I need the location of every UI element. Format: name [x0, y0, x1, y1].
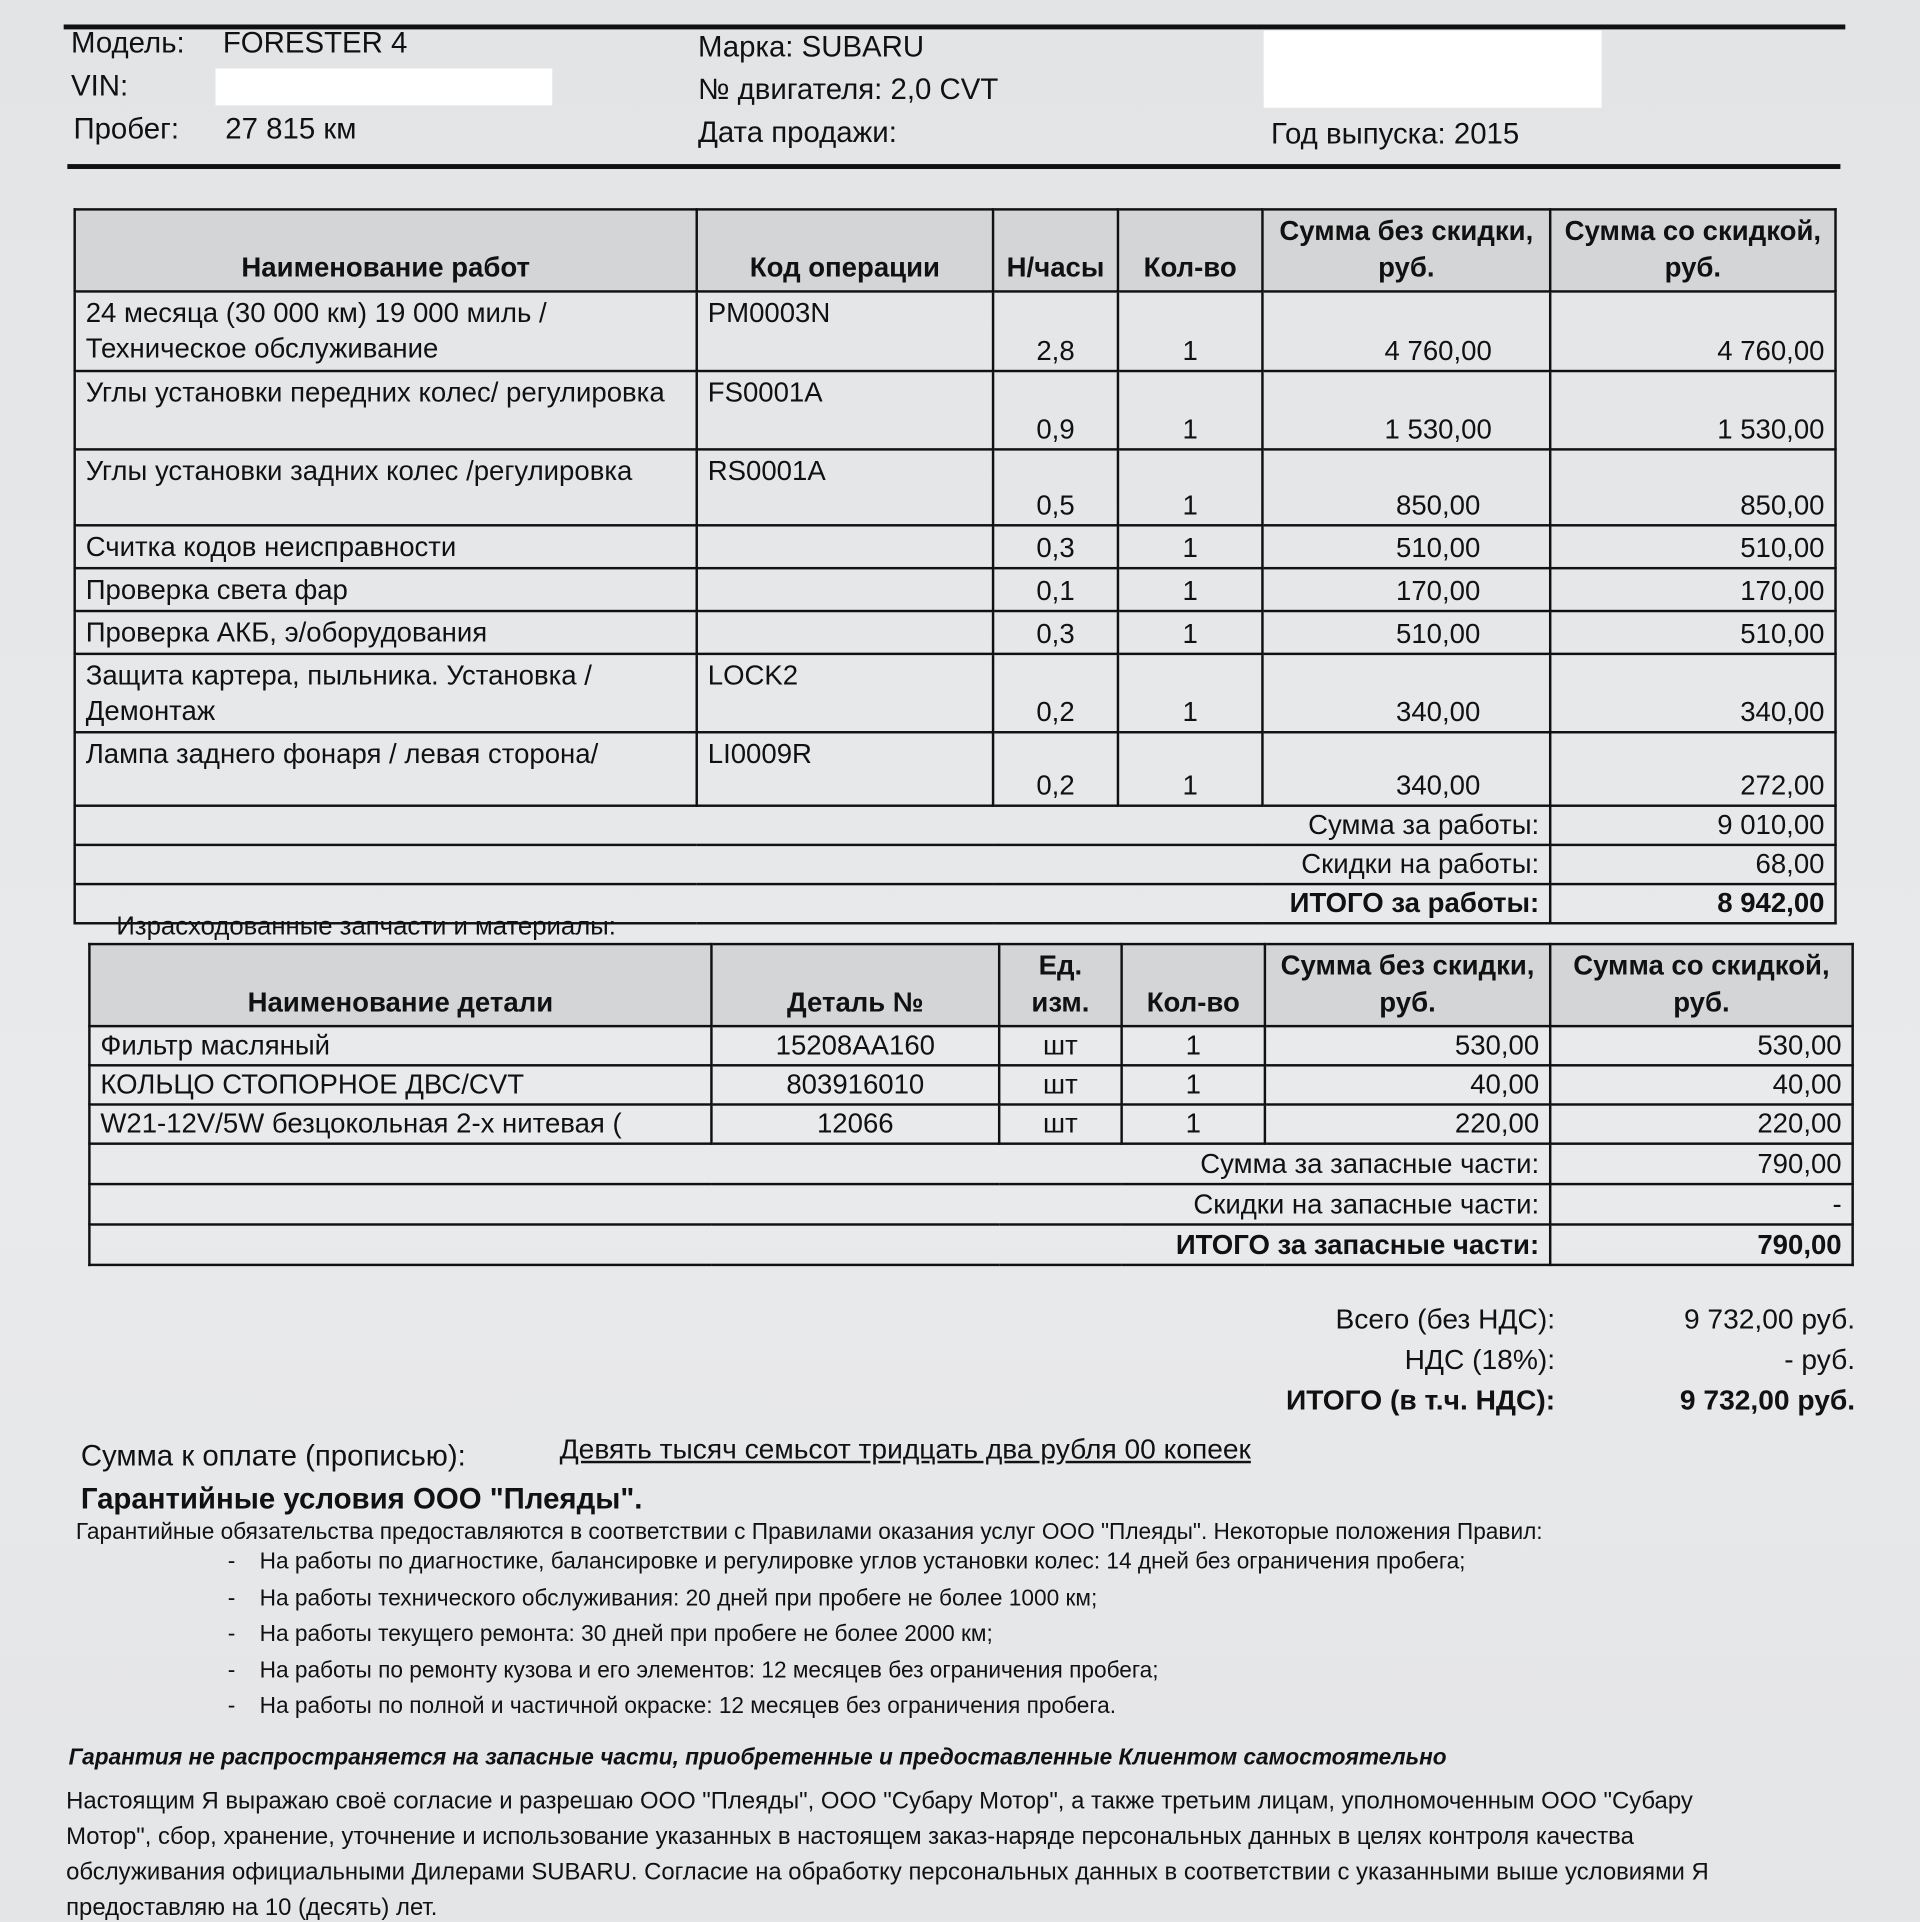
op-code: LI0009R [697, 732, 993, 805]
warranty-intro: Гарантийные обязательства предоставляются в соответствии с Правилами оказания услуг ООО "Плеяды". Некоторые положения Правил: [75, 1518, 1543, 1545]
mileage-value: 27 815 км [225, 112, 357, 146]
total-label: ИТОГО (в т.ч. НДС): [1285, 1383, 1556, 1416]
col-sum-disc: Сумма со скидкой, руб. [1550, 209, 1835, 291]
work-name: Считка кодов неисправности [75, 525, 697, 568]
summary-value: 790,00 [1550, 1144, 1852, 1184]
col-op-code: Код операции [697, 209, 993, 291]
summary-row [75, 845, 1836, 884]
amount-words: Девять тысяч семьсот тридцать два рубля 00 копеек [559, 1432, 1251, 1465]
col-hours: Н/часы [993, 209, 1118, 291]
summary-label: ИТОГО за запасные части: [89, 1224, 1550, 1264]
sum: 1 530,00 [1262, 371, 1550, 449]
sum: 510,00 [1262, 525, 1550, 568]
model-value: FORESTER 4 [222, 26, 408, 61]
op-code [697, 611, 993, 654]
sum-discount: 530,00 [1550, 1026, 1852, 1065]
consent-line: Мотор", сбор, хранение, уточнение и использование указанных в настоящем заказ-наряде персональных данных в целях контроля качества [66, 1823, 1634, 1851]
hours: 2,8 [993, 291, 1118, 371]
summary-label: Скидки на запасные части: [89, 1184, 1550, 1224]
col-sum-disc: Сумма со скидкой, руб. [1550, 944, 1852, 1026]
op-code: RS0001A [697, 449, 993, 525]
table-row [89, 1065, 1852, 1104]
warranty-item: На работы по диагностике, балансировке и регулировке углов установки колес: 14 дней без ограничения пробега; [259, 1547, 1466, 1574]
qty: 1 [1118, 654, 1262, 732]
warranty-title: Гарантийные условия ООО "Плеяды". [80, 1482, 643, 1516]
qty: 1 [1118, 449, 1262, 525]
col-part-name: Наименование детали [89, 944, 711, 1026]
warranty-item: На работы технического обслуживания: 20 дней при пробеге не более 1000 км; [259, 1583, 1098, 1610]
hours: 0,9 [993, 371, 1118, 449]
unit: шт [999, 1104, 1121, 1143]
bullet-icon: - [227, 1620, 236, 1646]
summary-row [89, 1144, 1852, 1184]
consent-line: предоставляю на 10 (десять) лет. [66, 1894, 438, 1922]
year: Год выпуска: 2015 [1271, 117, 1520, 151]
work-name: Углы установки задних колес /регулировка [75, 449, 697, 525]
sum: 340,00 [1262, 732, 1550, 805]
qty: 1 [1118, 732, 1262, 805]
sum-discount: 850,00 [1550, 449, 1835, 525]
sum-discount: 170,00 [1550, 568, 1835, 611]
table-row [89, 1026, 1852, 1065]
qty: 1 [1122, 1026, 1265, 1065]
hours: 0,5 [993, 449, 1118, 525]
sum: 40,00 [1265, 1065, 1550, 1104]
sum: 340,00 [1262, 654, 1550, 732]
op-code: LOCK2 [697, 654, 993, 732]
consent-line: Настоящим Я выражаю своё согласие и разрешаю ООО "Плеяды", ООО "Субару Мотор", а также третьим лицам, уполномоченным ООО "Субару [66, 1787, 1693, 1815]
hours: 0,2 [993, 732, 1118, 805]
sum-discount: 272,00 [1550, 732, 1835, 805]
op-code [697, 568, 993, 611]
summary-value: 8 942,00 [1550, 884, 1835, 923]
part-name: КОЛЬЦО СТОПОРНОЕ ДВС/CVT [89, 1065, 711, 1104]
table-row [75, 654, 1836, 732]
col-unit: Ед. изм. [999, 944, 1121, 1026]
part-name: Фильтр масляный [89, 1026, 711, 1065]
warranty-item: На работы по полной и частичной окраске: 12 месяцев без ограничения пробега. [259, 1692, 1117, 1718]
work-name: 24 месяца (30 000 км) 19 000 миль / Техническое обслуживание [75, 291, 697, 371]
sum: 510,00 [1262, 611, 1550, 654]
parts-table [88, 943, 1854, 1266]
part-name: W21-12V/5W безцокольная 2-х нитевая ( [89, 1104, 711, 1143]
vin-label: VIN: [71, 69, 129, 103]
vin-redacted [216, 69, 553, 106]
table-row [75, 525, 1836, 568]
summary-label: Сумма за работы: [75, 806, 1551, 845]
col-sum: Сумма без скидки, руб. [1262, 209, 1550, 291]
work-name: Проверка АКБ, э/оборудования [75, 611, 697, 654]
part-number: 803916010 [711, 1065, 999, 1104]
qty: 1 [1118, 525, 1262, 568]
amount-words-label: Сумма к оплате (прописью): [80, 1440, 466, 1474]
table-row [75, 291, 1836, 371]
sum: 850,00 [1262, 449, 1550, 525]
summary-row [89, 1184, 1852, 1224]
sum-discount: 40,00 [1550, 1065, 1852, 1104]
bullet-icon: - [227, 1583, 236, 1610]
qty: 1 [1122, 1065, 1265, 1104]
qty: 1 [1122, 1104, 1265, 1143]
hours: 0,1 [993, 568, 1118, 611]
sale-date-label: Дата продажи: [697, 116, 897, 150]
warranty-item: На работы текущего ремонта: 30 дней при пробеге не более 2000 км; [259, 1620, 993, 1646]
total-label: Всего (без НДС): [1335, 1302, 1556, 1335]
sum-discount: 340,00 [1550, 654, 1835, 732]
qty: 1 [1118, 291, 1262, 371]
warranty-note: Гарантия не распространяется на запасные части, приобретенные и предоставленные Клиентом самостоятельно [68, 1743, 1447, 1770]
part-number: 12066 [711, 1104, 999, 1143]
header-rule [67, 164, 1840, 169]
sum-discount: 220,00 [1550, 1104, 1852, 1143]
total-value: - руб. [1784, 1343, 1856, 1376]
warranty-item: На работы по ремонту кузова и его элементов: 12 месяцев без ограничения пробега; [259, 1656, 1159, 1682]
engine: № двигателя: 2,0 CVT [697, 73, 999, 107]
mileage-label: Пробег: [73, 112, 180, 146]
sum: 220,00 [1265, 1104, 1550, 1143]
table-row [89, 1104, 1852, 1143]
summary-label: Скидки на работы: [75, 845, 1551, 884]
summary-label: ИТОГО за работы: [75, 884, 1551, 923]
qty: 1 [1118, 371, 1262, 449]
parts-caption: Израсходованные запчасти и материалы: [116, 912, 616, 941]
part-number: 15208AA160 [711, 1026, 999, 1065]
sum-discount: 1 530,00 [1550, 371, 1835, 449]
summary-value: - [1550, 1184, 1852, 1224]
brand: Марка: SUBARU [697, 30, 925, 64]
sum: 530,00 [1265, 1026, 1550, 1065]
qty: 1 [1118, 568, 1262, 611]
work-name: Лампа заднего фонаря / левая сторона/ [75, 732, 697, 805]
qty: 1 [1118, 611, 1262, 654]
unit: шт [999, 1065, 1121, 1104]
hours: 0,3 [993, 525, 1118, 568]
summary-row [89, 1224, 1852, 1264]
table-row [75, 568, 1836, 611]
sum-discount: 510,00 [1550, 611, 1835, 654]
sum-discount: 4 760,00 [1550, 291, 1835, 371]
model-label: Модель: [71, 26, 185, 61]
col-part-number: Деталь № [711, 944, 999, 1026]
summary-value: 68,00 [1550, 845, 1835, 884]
bullet-icon: - [227, 1692, 236, 1718]
summary-value: 9 010,00 [1550, 806, 1835, 845]
op-code: PM0003N [697, 291, 993, 371]
total-label: НДС (18%): [1404, 1343, 1556, 1376]
sum: 4 760,00 [1262, 291, 1550, 371]
table-row [75, 732, 1836, 805]
sum-discount: 510,00 [1550, 525, 1835, 568]
table-row [75, 611, 1836, 654]
unit: шт [999, 1026, 1121, 1065]
col-qty: Кол-во [1118, 209, 1262, 291]
hours: 0,2 [993, 654, 1118, 732]
col-sum: Сумма без скидки, руб. [1265, 944, 1550, 1026]
bullet-icon: - [227, 1656, 236, 1682]
redacted-block [1264, 31, 1602, 108]
work-name: Защита картера, пыльника. Установка / Демонтаж [75, 654, 697, 732]
summary-label: Сумма за запасные части: [89, 1144, 1550, 1184]
total-value: 9 732,00 руб. [1679, 1383, 1856, 1416]
bullet-icon: - [227, 1547, 236, 1574]
summary-value: 790,00 [1550, 1224, 1852, 1264]
op-code [697, 525, 993, 568]
total-value: 9 732,00 руб. [1683, 1302, 1856, 1335]
table-row [75, 449, 1836, 525]
col-work-name: Наименование работ [75, 209, 697, 291]
op-code: FS0001A [697, 371, 993, 449]
works-table [73, 208, 1836, 924]
col-qty: Кол-во [1122, 944, 1265, 1026]
table-row [75, 371, 1836, 449]
sum: 170,00 [1262, 568, 1550, 611]
work-name: Проверка света фар [75, 568, 697, 611]
work-name: Углы установки передних колес/ регулировка [75, 371, 697, 449]
consent-line: обслуживания официальными Дилерами SUBARU. Согласие на обработку персональных данных в соответствии с указанными выше условиями Я [66, 1858, 1709, 1886]
hours: 0,3 [993, 611, 1118, 654]
summary-row [75, 806, 1836, 845]
